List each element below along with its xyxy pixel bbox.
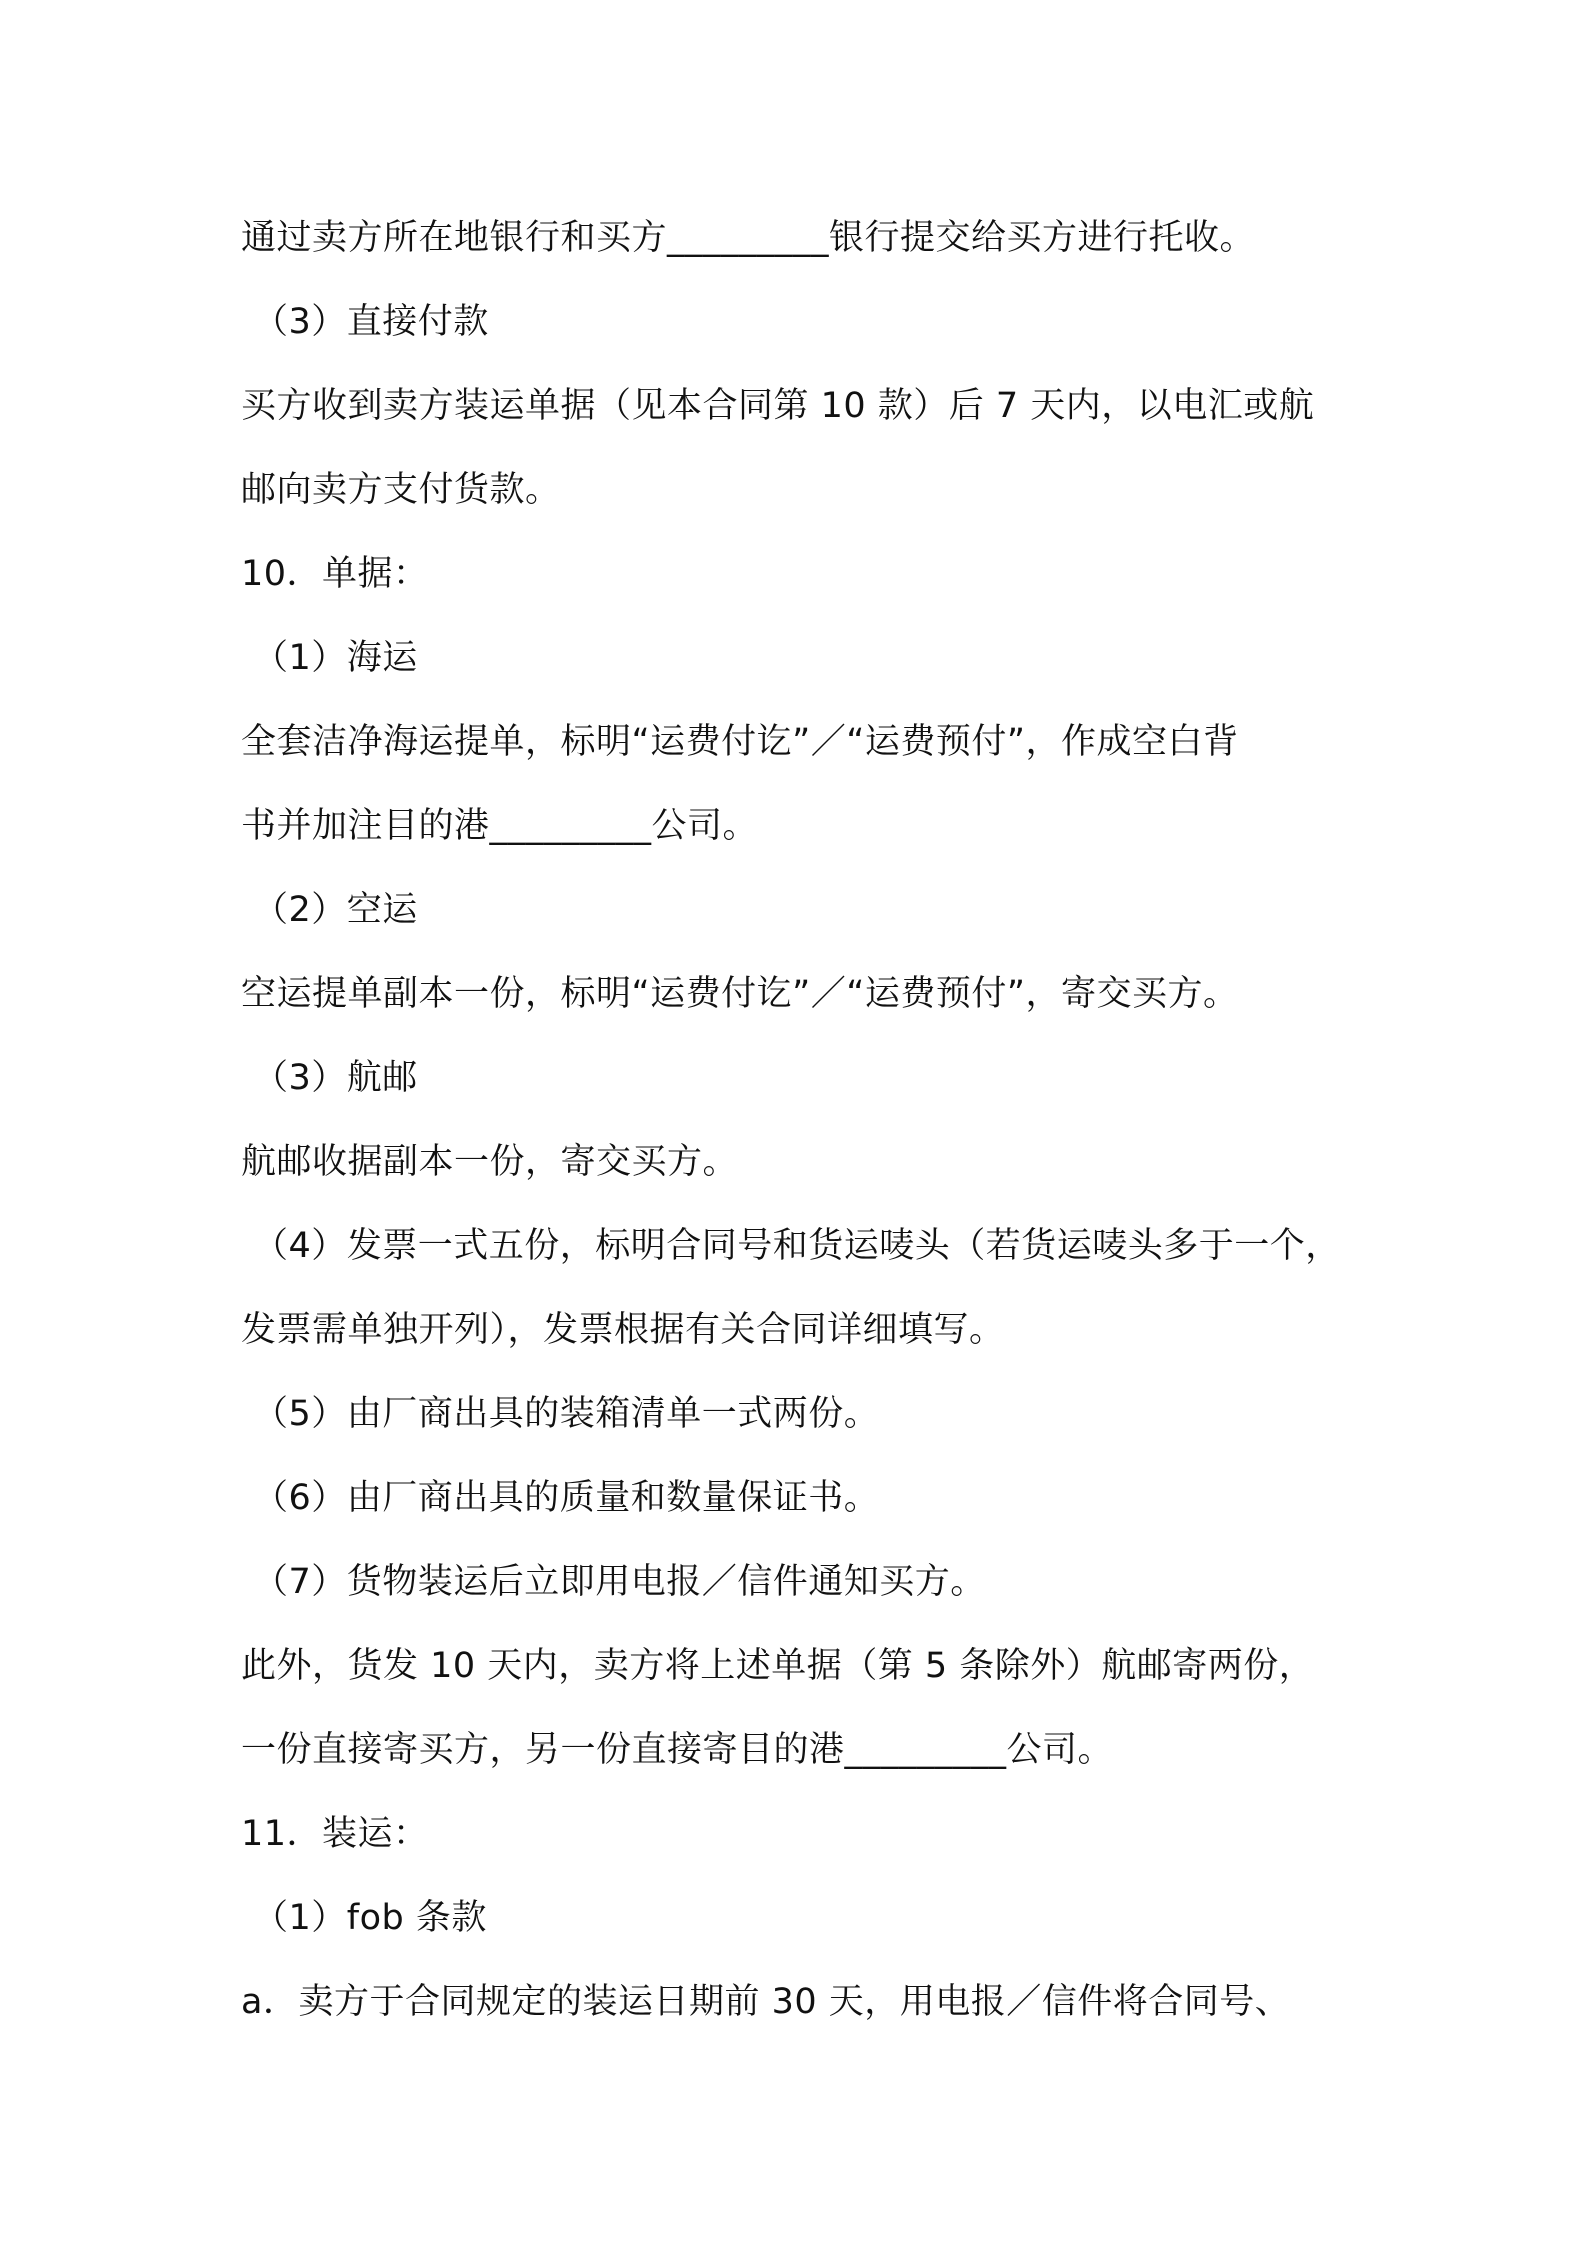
text-line: （3）直接付款	[253, 302, 489, 342]
text-line: 通过卖方所在地银行和买方_________银行提交给买方进行托收。	[241, 218, 1256, 258]
text-line: a．卖方于合同规定的装运日期前 30 天，用电报／信件将合同号、	[241, 1982, 1291, 2022]
text-line: 此外，货发 10 天内，卖方将上述单据（第 5 条除外）航邮寄两份，	[241, 1646, 1315, 1686]
text-line: （7）货物装运后立即用电报／信件通知买方。	[253, 1562, 986, 1602]
text-line: （1）fob 条款	[253, 1898, 487, 1938]
section-heading: 11．装运：	[241, 1814, 429, 1854]
text-line: 发票需单独开列），发票根据有关合同详细填写。	[241, 1310, 1005, 1350]
text-line: 航邮收据副本一份，寄交买方。	[241, 1142, 739, 1182]
text-line: 全套洁净海运提单，标明“运费付讫”／“运费预付”，作成空白背	[241, 722, 1239, 762]
text-line: （5）由厂商出具的装箱清单一式两份。	[253, 1394, 880, 1434]
text-line: （4）发票一式五份，标明合同号和货运唛头（若货运唛头多于一个，	[253, 1226, 1341, 1266]
section-heading: 10．单据：	[241, 554, 429, 594]
text-line: 空运提单副本一份，标明“运费付讫”／“运费预付”，寄交买方。	[241, 974, 1239, 1014]
text-line: （2）空运	[253, 890, 418, 930]
text-line: 邮向卖方支付货款。	[241, 470, 561, 510]
text-line: （3）航邮	[253, 1058, 418, 1098]
text-line: （1）海运	[253, 638, 418, 678]
text-line: 买方收到卖方装运单据（见本合同第 10 款）后 7 天内，以电汇或航	[241, 386, 1315, 426]
document-body	[241, 196, 1421, 2044]
text-line: 书并加注目的港_________公司。	[241, 806, 759, 846]
text-line: 一份直接寄买方，另一份直接寄目的港_________公司。	[241, 1730, 1114, 1770]
text-line: （6）由厂商出具的质量和数量保证书。	[253, 1478, 880, 1518]
